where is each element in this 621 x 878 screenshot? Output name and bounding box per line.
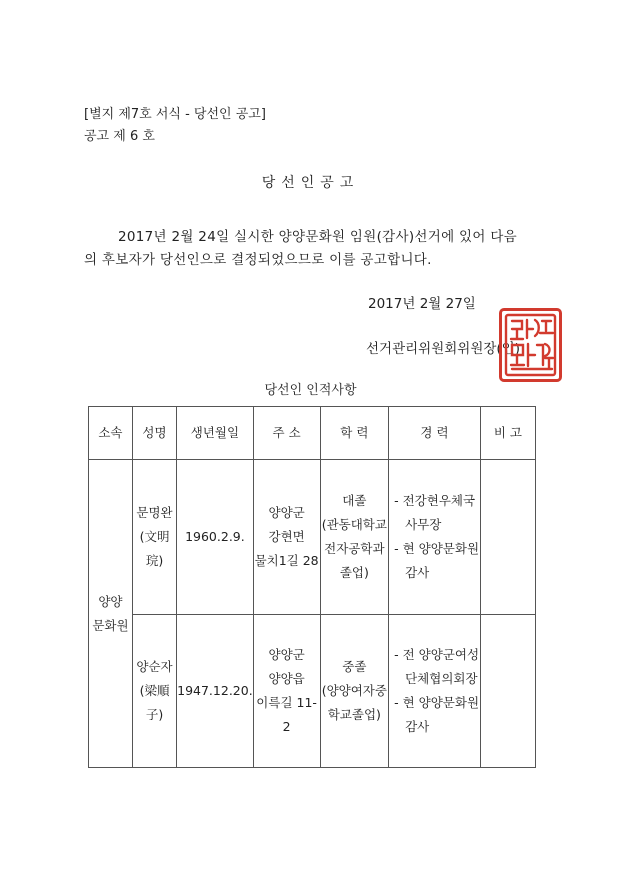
person-name: 양순자 bbox=[136, 659, 173, 674]
table-header-row bbox=[89, 407, 536, 460]
career-line: 단체협의회장 bbox=[405, 671, 478, 686]
form-reference: [별지 제7호 서식 - 당선인 공고] bbox=[84, 107, 266, 122]
official-seal-icon bbox=[499, 308, 562, 382]
address-line: 강현면 bbox=[268, 529, 305, 544]
address-line: 물치1길 28 bbox=[254, 553, 319, 568]
table-row bbox=[89, 460, 536, 615]
address-cell bbox=[253, 615, 320, 768]
birth-cell: 1947.12.20. bbox=[177, 615, 254, 768]
header-note: 비 고 bbox=[480, 407, 535, 460]
education-line: (양양여자중 bbox=[321, 683, 387, 698]
document-title: 당선인공고 bbox=[261, 175, 360, 191]
career-line: - 현 양양문화원 bbox=[394, 541, 480, 556]
address-line: 양양군 bbox=[268, 505, 305, 520]
birth-cell: 1960.2.9. bbox=[177, 460, 254, 615]
body-line-2: 의 후보자가 당선인으로 결정되었으므로 이를 공고합니다. bbox=[84, 252, 432, 268]
signer-title: 선거관리위원회위원장(인) bbox=[366, 341, 520, 357]
person-name: 문명완 bbox=[136, 505, 173, 520]
note-cell bbox=[480, 460, 535, 615]
person-name-hanja: (梁順子) bbox=[139, 683, 170, 722]
name-cell bbox=[132, 615, 176, 768]
address-line: 양양군 bbox=[268, 647, 305, 662]
address-line: 양양읍 bbox=[268, 671, 305, 686]
education-line: 대졸 bbox=[342, 493, 367, 508]
education-line: 전자공학과 bbox=[324, 541, 385, 556]
header-education: 학 력 bbox=[320, 407, 389, 460]
career-cell bbox=[389, 460, 481, 615]
seal-pattern bbox=[502, 311, 559, 379]
address-line: 이륵길 11-2 bbox=[256, 695, 317, 734]
career-line: - 전강현우체국 bbox=[394, 493, 476, 508]
education-line: 중졸 bbox=[342, 659, 367, 674]
table-title: 당선인 인적사항 bbox=[264, 383, 357, 398]
career-line: - 현 양양문화원 bbox=[394, 695, 480, 710]
career-cell bbox=[389, 615, 481, 768]
affiliation-line: 양양 bbox=[98, 593, 123, 609]
header-career: 경 력 bbox=[389, 407, 481, 460]
header-address: 주 소 bbox=[253, 407, 320, 460]
notice-number: 공고 제 6 호 bbox=[84, 129, 155, 144]
education-cell bbox=[320, 460, 389, 615]
note-cell bbox=[480, 615, 535, 768]
affiliation-cell bbox=[89, 460, 133, 768]
career-line: 감사 bbox=[405, 719, 430, 734]
career-line: - 전 양양군여성 bbox=[394, 647, 480, 662]
affiliation-line: 문화원 bbox=[92, 617, 129, 633]
person-name-hanja: (文明琓) bbox=[139, 529, 170, 568]
education-line: 학교졸업) bbox=[327, 707, 381, 722]
career-line: 사무장 bbox=[405, 517, 442, 532]
career-line: 감사 bbox=[405, 565, 430, 580]
education-line: (관동대학교 bbox=[321, 517, 387, 532]
winner-info-table bbox=[88, 406, 536, 768]
education-line: 졸업) bbox=[339, 565, 369, 580]
notice-date: 2017년 2월 27일 bbox=[368, 296, 476, 312]
header-birth: 생년월일 bbox=[177, 407, 254, 460]
name-cell bbox=[132, 460, 176, 615]
address-cell bbox=[253, 460, 320, 615]
education-cell bbox=[320, 615, 389, 768]
header-affiliation: 소속 bbox=[89, 407, 133, 460]
body-line-1: 2017년 2월 24일 실시한 양양문화원 임원(감사)선거에 있어 다음 bbox=[118, 229, 517, 245]
table-row bbox=[89, 615, 536, 768]
header-name: 성명 bbox=[132, 407, 176, 460]
